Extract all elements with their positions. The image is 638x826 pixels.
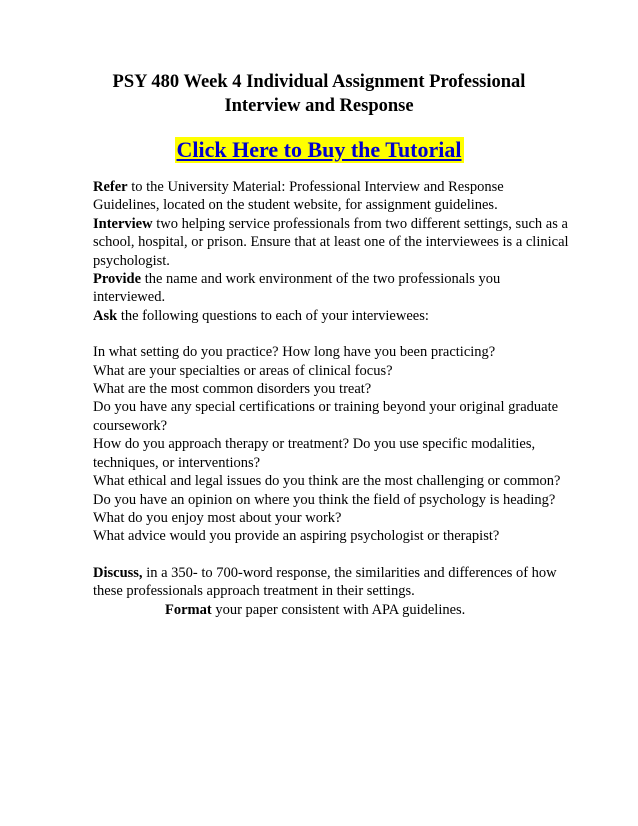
question-item: Do you have an opinion on where you think the field of psychology is heading? (93, 491, 556, 508)
buy-tutorial-link[interactable]: Click Here to Buy the Tutorial (176, 137, 462, 162)
question-list (93, 343, 573, 545)
format-text: your paper consistent with APA guidelines. (211, 601, 466, 618)
question-item: What advice would you provide an aspiring psychologist or therapist? (93, 528, 500, 545)
question-item: What are your specialties or areas of clinical focus? (93, 362, 393, 379)
question-item: In what setting do you practice? How long have you been practicing? (93, 344, 496, 361)
title-line-1: PSY 480 Week 4 Individual Assignment Professional (112, 72, 526, 92)
format-paragraph (93, 601, 573, 619)
instruction-lead: Refer (93, 179, 128, 195)
question-item: How do you approach therapy or treatment? Do you use specific modalities, techniques, or interventions? (93, 436, 536, 471)
discuss-lead: Discuss, (93, 564, 143, 581)
buy-link-container (0, 137, 638, 163)
instruction-text: the name and work environment of the two professionals you interviewed. (93, 271, 501, 306)
instruction-refer (93, 178, 573, 215)
instruction-text: two helping service professionals from two different settings, such as a school, hospital, or prison. Ensure that at least one of the interviewees is a clinical psychologist. (93, 215, 569, 269)
question-item: What are the most common disorders you treat? (93, 381, 372, 398)
question-item: What ethical and legal issues do you think are the most challenging or common? (93, 473, 561, 490)
title-line-2: Interview and Response (224, 96, 414, 116)
page-title (93, 70, 545, 118)
question-item: Do you have any special certifications or training beyond your original graduate coursework? (93, 399, 559, 434)
spacer (93, 325, 573, 343)
instruction-lead: Ask (93, 307, 118, 324)
assignment-body (93, 178, 573, 619)
instruction-text: the following questions to each of your interviewees: (117, 307, 429, 324)
instruction-interview (93, 215, 573, 270)
format-lead: Format (165, 601, 212, 618)
question-item: What do you enjoy most about your work? (93, 509, 342, 526)
instruction-lead: Provide (93, 271, 142, 288)
instruction-lead: Interview (93, 215, 153, 232)
instruction-provide (93, 270, 573, 307)
instruction-ask (93, 307, 573, 325)
spacer (93, 546, 573, 564)
discuss-text: in a 350- to 700-word response, the similarities and differences of how these professionals approach treatment in their settings. (93, 564, 557, 600)
discuss-paragraph (93, 564, 573, 601)
instruction-text: to the University Material: Professional Interview and Response Guidelines, located on the student website, for assignment guidelines. (93, 179, 504, 214)
